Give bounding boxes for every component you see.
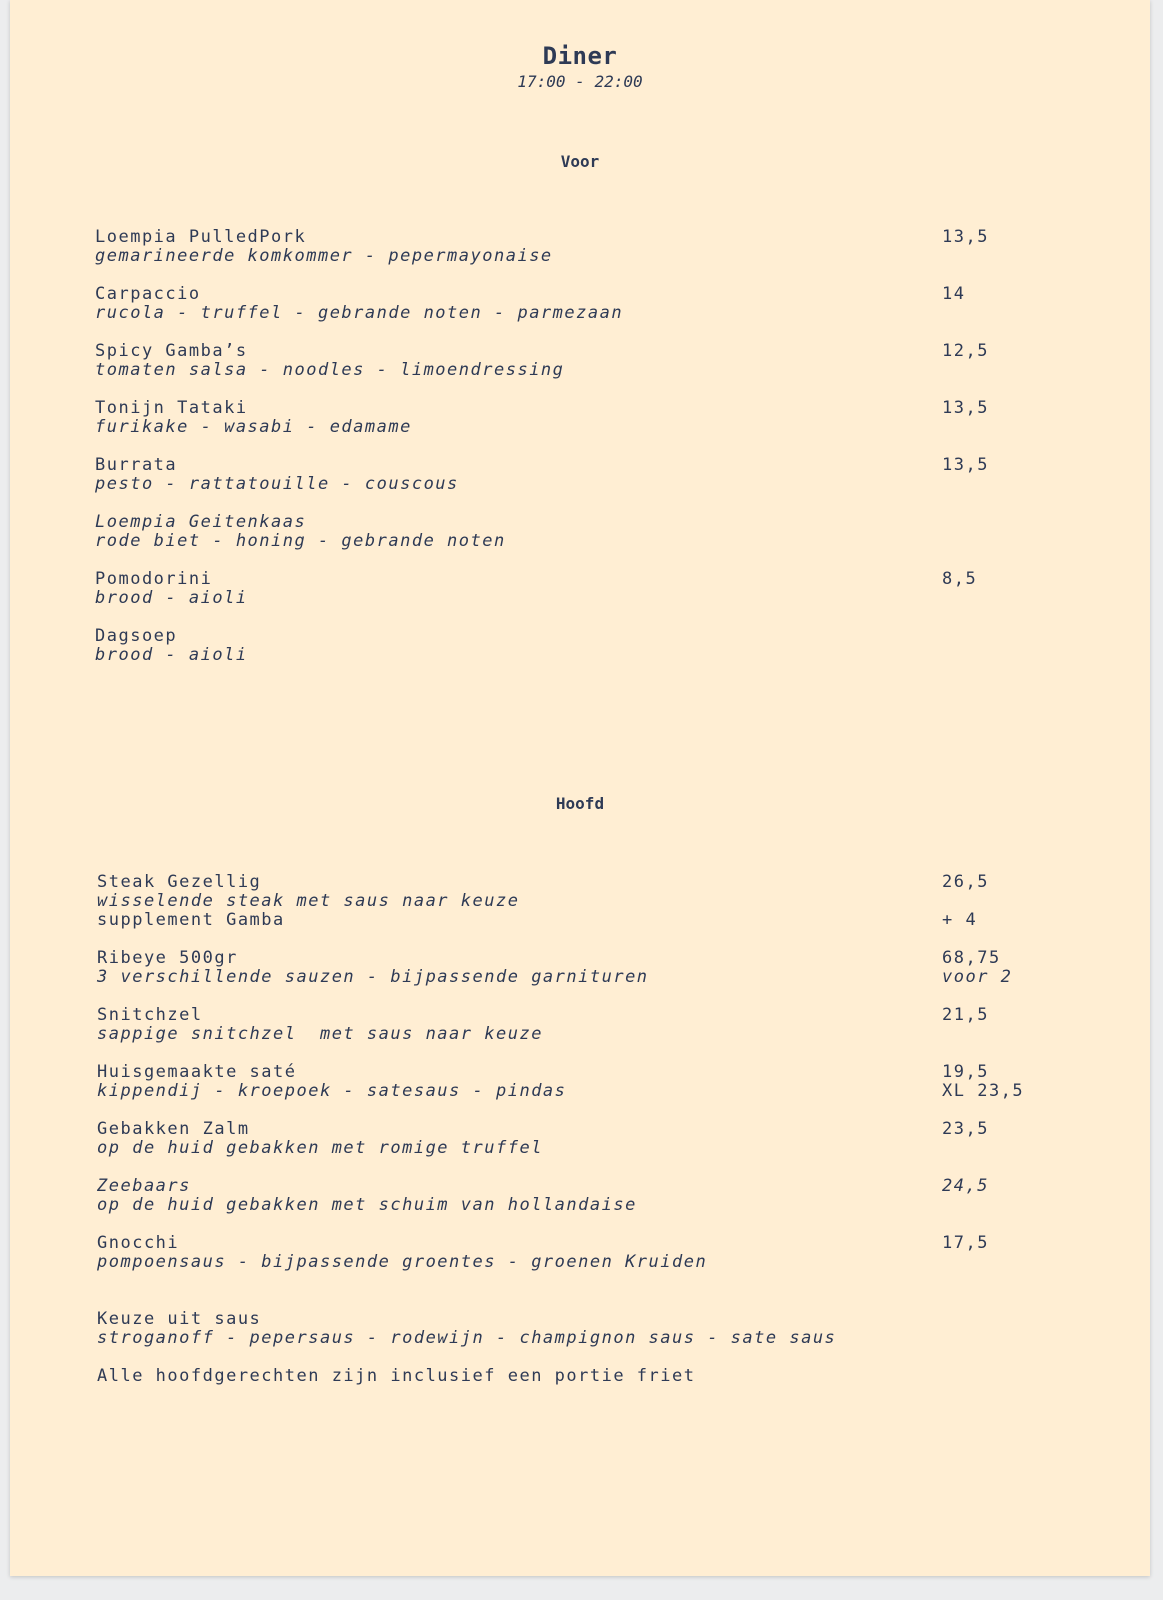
menu-item-price: 8,5	[942, 569, 978, 589]
menu-item-price-xl: XL 23,5	[942, 1081, 1025, 1101]
menu-item-description: gemarineerde komkommer - pepermayonaise	[95, 246, 553, 266]
menu-item-name: Steak Gezellig	[97, 872, 262, 892]
menu-item-name: Huisgemaakte saté	[97, 1062, 297, 1082]
menu-item-supplement: supplement Gamba	[97, 910, 285, 930]
menu-item-name: Tonijn Tataki	[95, 398, 248, 418]
menu-title: Diner	[542, 42, 618, 70]
menu-page	[10, 0, 1150, 1576]
section-heading-hoofd: Hoofd	[555, 794, 605, 813]
menu-item-description: brood - aioli	[95, 588, 248, 608]
menu-item-name: Carpaccio	[95, 284, 201, 304]
menu-item-description: rucola - truffel - gebrande noten - parmezaan	[95, 303, 624, 323]
menu-item-price: 26,5	[942, 872, 989, 892]
opening-hours: 17:00 - 22:00	[517, 72, 643, 91]
menu-item-price: 23,5	[942, 1119, 989, 1139]
menu-item-name: Dagsoep	[95, 626, 178, 646]
menu-item-name: Gnocchi	[97, 1233, 180, 1253]
menu-item-price: 13,5	[942, 398, 989, 418]
menu-item-price: 24,5	[942, 1176, 989, 1196]
menu-item-name: Spicy Gamba’s	[95, 341, 248, 361]
menu-item-name: Gebakken Zalm	[97, 1119, 250, 1139]
menu-item-description: sappige snitchzel met saus naar keuze	[97, 1024, 543, 1044]
fries-included-note: Alle hoofdgerechten zijn inclusief een portie friet	[97, 1366, 696, 1386]
menu-item-name: Burrata	[95, 455, 178, 475]
menu-item-supplement-price: + 4	[942, 910, 978, 930]
menu-item-price: 12,5	[942, 341, 989, 361]
menu-item-description: 3 verschillende sauzen - bijpassende garnituren	[97, 967, 649, 987]
menu-item-name: Loempia Geitenkaas	[95, 512, 307, 532]
menu-item-price: 21,5	[942, 1005, 989, 1025]
menu-item-description: pesto - rattatouille - couscous	[95, 474, 459, 494]
menu-item-price: 13,5	[942, 455, 989, 475]
menu-item-description: wisselende steak met saus naar keuze	[97, 891, 520, 911]
menu-item-description: brood - aioli	[95, 645, 248, 665]
section-heading-voor: Voor	[560, 152, 600, 171]
menu-item-description: furikake - wasabi - edamame	[95, 417, 412, 437]
menu-item-name: Loempia PulledPork	[95, 227, 307, 247]
menu-item-name: Pomodorini	[95, 569, 213, 589]
menu-item-name: Snitchzel	[97, 1005, 203, 1025]
menu-item-price: 68,75	[942, 948, 1001, 968]
menu-item-price: 13,5	[942, 227, 989, 247]
menu-item-description: op de huid gebakken met schuim van hollandaise	[97, 1195, 637, 1215]
menu-item-name: Zeebaars	[97, 1176, 191, 1196]
sauce-choice-list: stroganoff - pepersaus - rodewijn - champignon saus - sate saus	[97, 1328, 837, 1348]
menu-item-price-note: voor 2	[942, 967, 1013, 987]
menu-item-description: rode biet - honing - gebrande noten	[95, 531, 506, 551]
menu-item-name: Ribeye 500gr	[97, 948, 238, 968]
menu-item-price: 17,5	[942, 1233, 989, 1253]
menu-item-description: tomaten salsa - noodles - limoendressing	[95, 360, 565, 380]
sauce-choice-title: Keuze uit saus	[97, 1309, 262, 1329]
menu-item-description: op de huid gebakken met romige truffel	[97, 1138, 543, 1158]
menu-item-description: pompoensaus - bijpassende groentes - groenen Kruiden	[97, 1252, 708, 1272]
menu-item-price: 19,5	[942, 1062, 989, 1082]
menu-item-description: kippendij - kroepoek - satesaus - pindas	[97, 1081, 567, 1101]
menu-item-price: 14	[942, 284, 966, 304]
